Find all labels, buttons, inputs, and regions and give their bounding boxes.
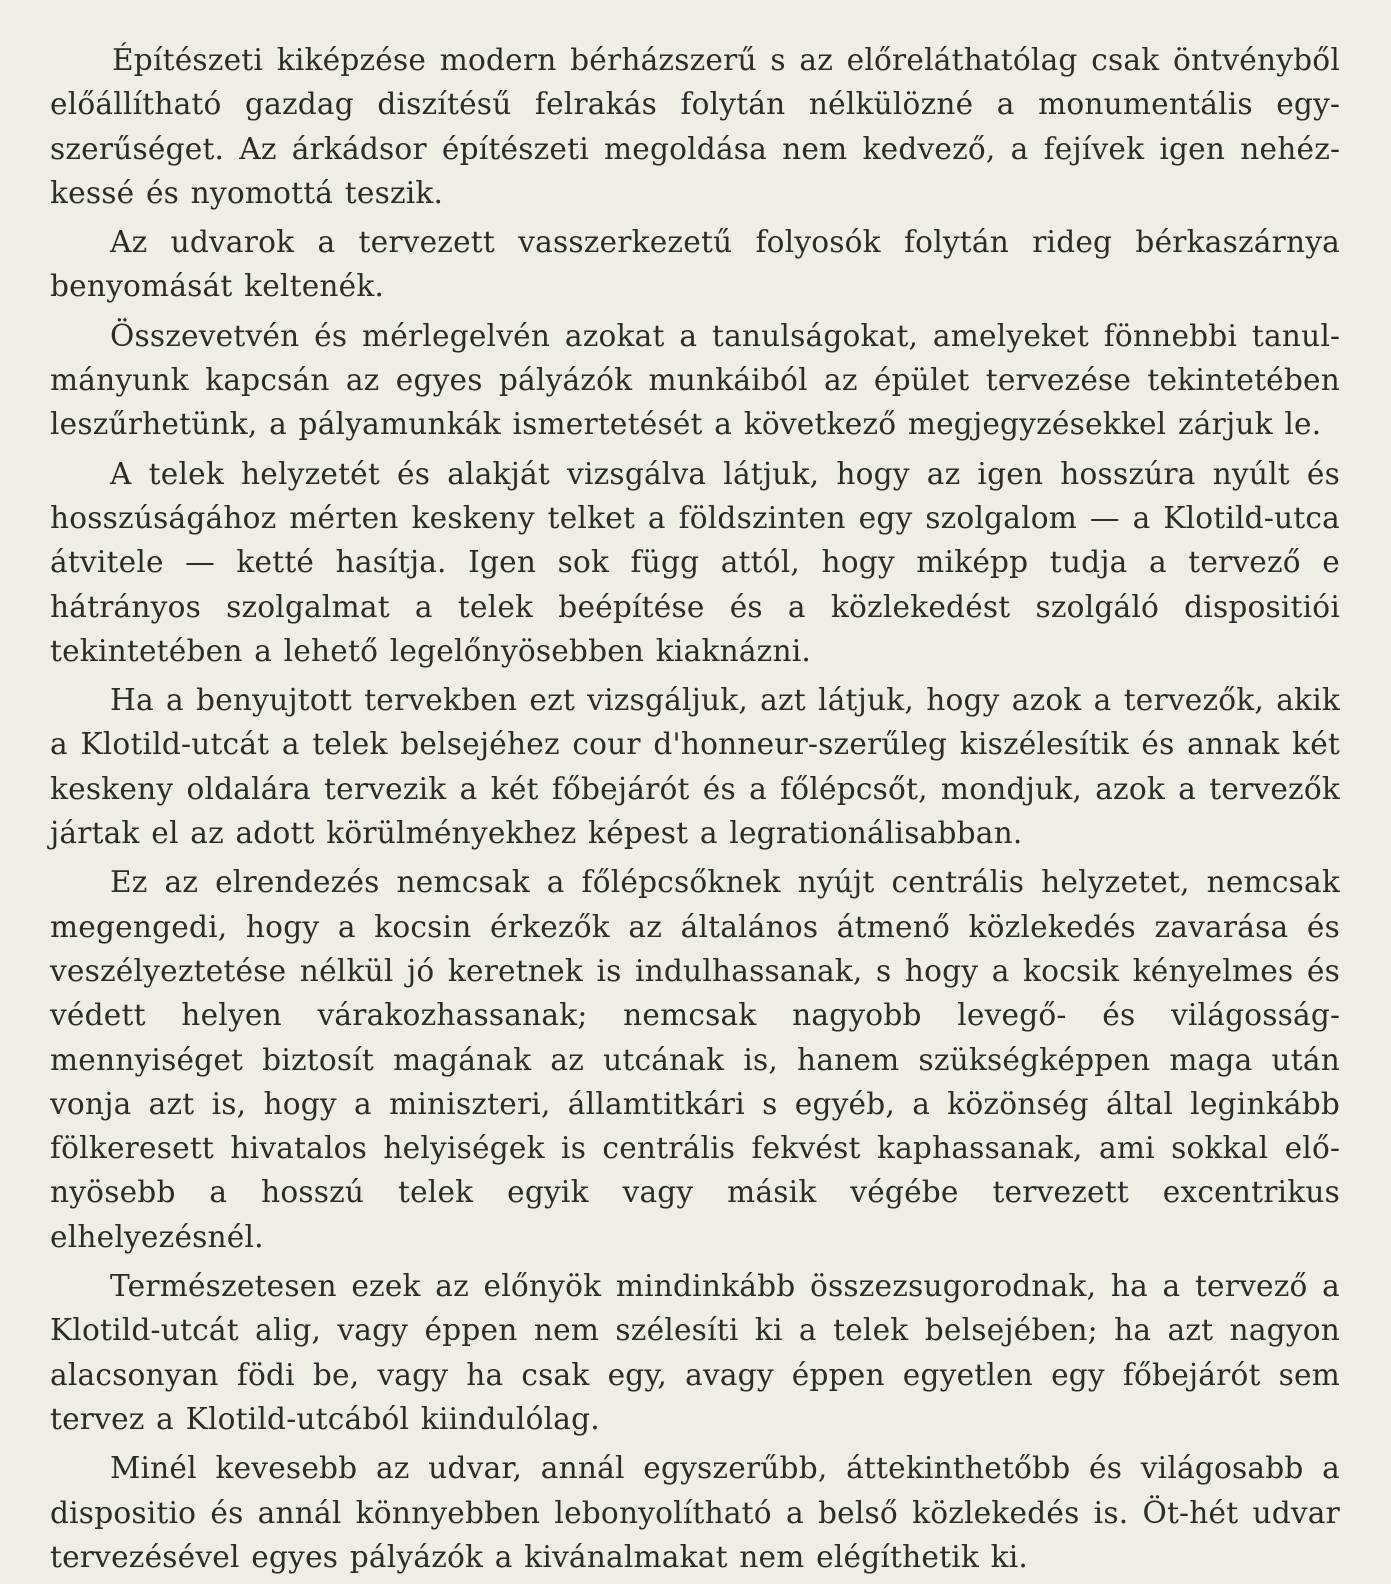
paragraph-courtyards: Az udvarok a tervezett vasszerkezetű folyosók folytán rideg bérkaszárnya benyomását keltenék. (50, 225, 1340, 304)
paragraph-fewer-courtyards: Minél kevesebb az udvar, annál egyszerűbb, áttekinthetőbb és világosabb a dispositio és annál könnyebben lebonyolítható a belső közlekedés is. Öt-hét udvar tervezésével egyes pályázók a kivánalmakat nem elégíthetik ki. (50, 1451, 1340, 1574)
page-body-text (50, 38, 1340, 1584)
paragraph-diminishing-advantages: Természetesen ezek az előnyök mindinkább összezsugorodnak, ha a tervező a Klotild-utcát alig, vagy éppen nem szélesíti ki a telek belsejében; ha azt nagyon alacsonyan födi be, vagy ha csak egy, avagy éppen egyetlen egy főbejárót sem tervez a Klotild-utcából kiindulólag. (50, 1269, 1340, 1436)
paragraph-arrangement-benefits: Ez az elrendezés nemcsak a főlépcsőknek nyújt centrális helyzetet, nemcsak megengedi, hogy a kocsin érkezők az általános átmenő közlekedés zavarása és veszélyeztetése nélkül jó keretnek is indulhassanak, s hogy a kocsik kényelmes és védett helyen várakozhassanak; nemcsak nagyobb levegő- és világosságmennyiséget biztosít magának az utcának is, hanem szükségképpen maga után vonja azt is, hogy a miniszteri, államtitkári s egyéb, a közönség által leginkább fölkeresett hivatalos helyiségek is centrális fekvést kaphassanak, ami sokkal előnyösebb a hosszú telek egyik vagy másik végébe tervezett excentrikus elhelyezésnél. (50, 865, 1340, 1254)
paragraph-conclusions: Összevetvén és mérlegelvén azokat a tanulságokat, amelyeket fönnebbi tanulmányunk kapcsán az egyes pályázók munkáiból az épület tervezése tekintetében leszűrhetünk, a pályamunkák ismertetését a következő megjegyzésekkel zárjuk le. (50, 318, 1340, 442)
paragraph-submitted-plans: Ha a benyujtott tervekben ezt vizsgáljuk, azt látjuk, hogy azok a tervezők, akik a Klotild-utcát a telek belsejéhez cour d'honneur-szerűleg kiszélesítik és annak két keskeny oldalára tervezik a két főbejárót és a főlépcsőt, mondjuk, azok a tervezők jártak el az adott körülményekhez képest a legrationálisabban. (50, 683, 1340, 851)
paragraph-facade-design: Építészeti kiképzése modern bérházszerű s az előreláthatólag csak öntvényből előállítható gazdag diszítésű felrakás folytán nélkülözné a monumentális egyszerűséget. Az árkádsor építészeti megoldása nem kedvező, a fejívek igen nehézkessé és nyomottá teszik. (50, 43, 1340, 210)
paragraph-plot-position: A telek helyzetét és alakját vizsgálva látjuk, hogy az igen hosszúra nyúlt és hosszúságához mérten keskeny telket a földszinten egy szolgalom — a Klotild-utca átvitele — ketté hasítja. Igen sok függ attól, hogy miképp tudja a tervező e hátrányos szolgalmat a telek beépítése és a közlekedést szolgáló dispositiói tekintetében a lehető legelőnyösebben kiaknázni. (50, 456, 1340, 668)
